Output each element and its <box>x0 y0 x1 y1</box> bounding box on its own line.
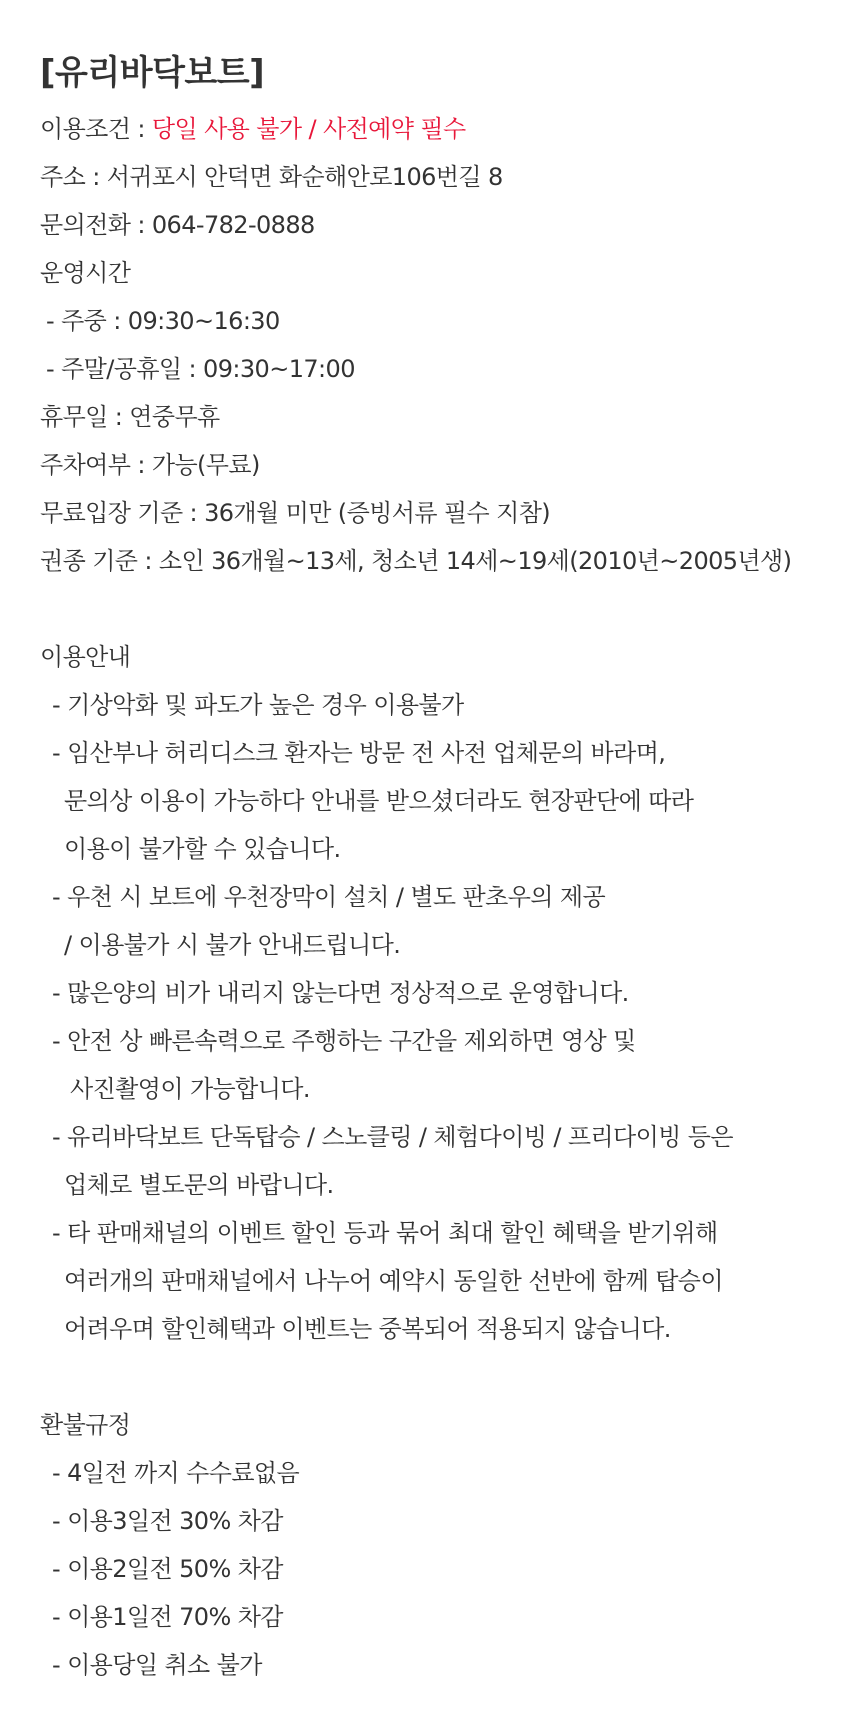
usage-condition-value: 당일 사용 불가 / 사전예약 필수 <box>151 115 466 143</box>
hours-weekday: - 주중 : 09:30~16:30 <box>46 307 280 335</box>
phone-line: 문의전화 : 064-782-0888 <box>40 211 315 239</box>
guide-line: - 안전 상 빠른속력으로 주행하는 구간을 제외하면 영상 및 <box>52 1027 636 1055</box>
guide-line: - 기상악화 및 파도가 높은 경우 이용불가 <box>52 691 464 719</box>
guide-line: - 타 판매채널의 이벤트 할인 등과 묶어 최대 할인 혜택을 받기위해 <box>52 1219 718 1247</box>
hours-weekend: - 주말/공휴일 : 09:30~17:00 <box>46 355 355 383</box>
guide-line: - 많은양의 비가 내리지 않는다면 정상적으로 운영합니다. <box>52 979 629 1007</box>
guide-line: 어려우며 할인혜택과 이벤트는 중복되어 적용되지 않습니다. <box>64 1315 671 1343</box>
refund-line: - 이용2일전 50% 차감 <box>52 1555 283 1583</box>
guide-line: 여러개의 판매채널에서 나누어 예약시 동일한 선반에 함께 탑승이 <box>64 1267 723 1295</box>
closed-days: 휴무일 : 연중무휴 <box>40 403 220 431</box>
refund-line: - 이용당일 취소 불가 <box>52 1651 262 1679</box>
usage-condition <box>40 105 860 153</box>
hours-heading: 운영시간 <box>40 259 131 287</box>
refund-heading: 환불규정 <box>40 1411 131 1439</box>
refund-line: - 이용3일전 30% 차감 <box>52 1507 283 1535</box>
guide-line: - 임산부나 허리디스크 환자는 방문 전 사전 업체문의 바라며, <box>52 739 666 767</box>
address-line: 주소 : 서귀포시 안덕면 화순해안로106번길 8 <box>40 163 503 191</box>
guide-line: 이용이 불가할 수 있습니다. <box>64 835 341 863</box>
parking-info: 주차여부 : 가능(무료) <box>40 451 260 479</box>
free-entry-criteria: 무료입장 기준 : 36개월 미만 (증빙서류 필수 지참) <box>40 499 551 527</box>
guide-line: 문의상 이용이 가능하다 안내를 받으셨더라도 현장판단에 따라 <box>64 787 694 815</box>
section-spacer <box>40 1353 860 1401</box>
guide-line: 업체로 별도문의 바랍니다. <box>64 1171 334 1199</box>
guide-line: - 우천 시 보트에 우천장막이 설치 / 별도 판초우의 제공 <box>52 883 606 911</box>
guide-line: / 이용불가 시 불가 안내드립니다. <box>64 931 401 959</box>
product-title: [유리바닥보트] <box>40 53 265 93</box>
guide-line: 사진촬영이 가능합니다. <box>70 1075 310 1103</box>
section-spacer <box>40 585 860 633</box>
refund-line: - 이용1일전 70% 차감 <box>52 1603 283 1631</box>
ticket-type-criteria: 권종 기준 : 소인 36개월~13세, 청소년 14세~19세(2010년~2005년생) <box>40 547 792 575</box>
guide-heading: 이용안내 <box>40 643 131 671</box>
usage-condition-label: 이용조건 : <box>40 115 152 143</box>
refund-line: - 4일전 까지 수수료없음 <box>52 1459 300 1487</box>
guide-line: - 유리바닥보트 단독탑승 / 스노클링 / 체험다이빙 / 프리다이빙 등은 <box>52 1123 733 1151</box>
